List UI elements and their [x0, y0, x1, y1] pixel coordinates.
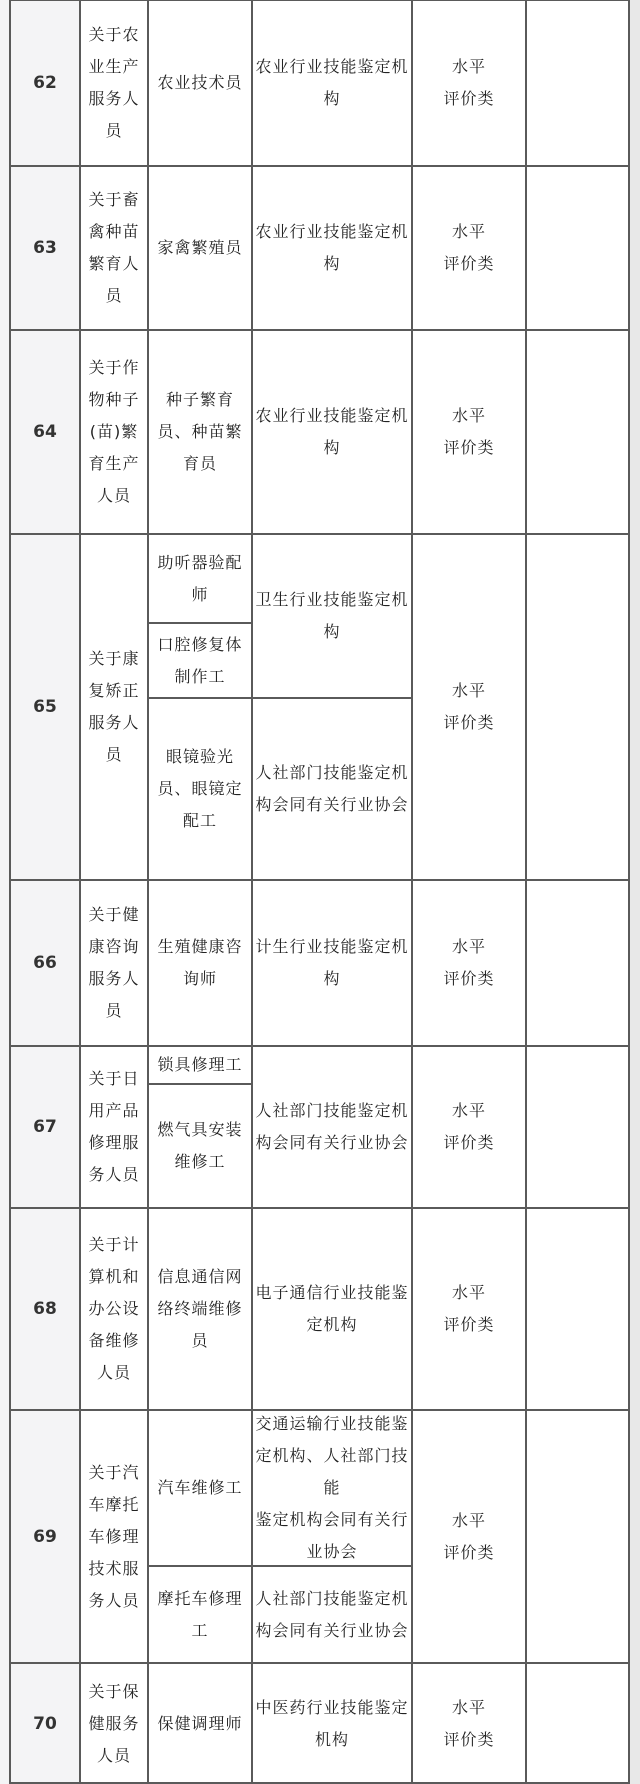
evaluation-type-cell: 水平 评价类: [443, 681, 495, 732]
agency-cell: 农业行业技能鉴定机 构: [255, 406, 409, 457]
category-cell: 关于康 复矫正 服务人 员: [88, 649, 140, 764]
remarks-cell: [526, 330, 629, 534]
category-cell: 关于畜 禽种苗 繁育人 员: [88, 190, 140, 305]
category-cell: 关于农 业生产 服务人 员: [88, 25, 140, 140]
occupation-cell: 保健调理师: [157, 1713, 243, 1733]
occupation-cell: 种子繁育 员、种苗繁 育员: [157, 390, 243, 473]
evaluation-type-cell: 水平 评价类: [443, 1697, 495, 1749]
row-number: 67: [33, 1117, 57, 1137]
remarks-cell: [526, 1046, 629, 1208]
agency-cell: 农业行业技能鉴定机 构: [255, 57, 409, 108]
occupation-cell: 农业技术员: [157, 73, 243, 92]
occupation-cell: 家禽繁殖员: [157, 238, 243, 257]
category-cell: 关于汽 车摩托 车修理 技术服 务人员: [88, 1462, 140, 1610]
agency-cell: 人社部门技能鉴定机 构会同有关行业协会: [255, 1101, 409, 1152]
row-number: 66: [33, 953, 57, 973]
agency-cell: 电子通信行业技能鉴 定机构: [255, 1283, 409, 1334]
agency-cell: 计生行业技能鉴定机 构: [255, 937, 409, 988]
agency-cell: 中医药行业技能鉴定 机构: [255, 1697, 409, 1749]
row-number: 65: [33, 697, 57, 717]
evaluation-type-cell: 水平 评价类: [443, 1101, 495, 1152]
category-cell: 关于作 物种子 (苗)繁 育生产 人员: [88, 358, 140, 505]
remarks-cell: [526, 1663, 629, 1784]
row-number: 68: [33, 1299, 57, 1319]
remarks-cell: [526, 880, 629, 1046]
category-cell: 关于健 康咨询 服务人 员: [88, 905, 140, 1020]
category-cell: 关于日 用产品 修理服 务人员: [88, 1069, 140, 1184]
evaluation-type-cell: 水平 评价类: [443, 1510, 495, 1562]
occupation-cell: 眼镜验光 员、眼镜定 配工: [157, 747, 243, 830]
row-number: 69: [33, 1526, 57, 1547]
occupation-cell: 助听器验配 师: [157, 552, 243, 604]
agency-cell: 农业行业技能鉴定机 构: [255, 222, 409, 273]
occupation-cell: 燃气具安装 维修工: [157, 1120, 243, 1171]
occupation-cell: 汽车维修工: [157, 1478, 243, 1497]
agency-cell: 交通运输行业技能鉴 定机构、人社部门技能 鉴定机构会同有关行 业协会: [255, 1414, 409, 1561]
evaluation-type-cell: 水平 评价类: [443, 1283, 495, 1334]
remarks-cell: [526, 166, 629, 330]
remarks-cell: [526, 1208, 629, 1410]
row-number: 63: [33, 238, 57, 258]
row-number: 62: [33, 73, 57, 93]
row-number: 64: [33, 422, 57, 442]
occupation-cell: 生殖健康咨 询师: [157, 937, 243, 988]
category-cell: 关于计 算机和 办公设 备维修 人员: [88, 1235, 140, 1382]
agency-cell: 卫生行业技能鉴定机 构: [255, 590, 409, 641]
agency-cell: 人社部门技能鉴定机 构会同有关行业协会: [255, 763, 409, 814]
occupation-cell: 口腔修复体 制作工: [157, 634, 243, 686]
evaluation-type-cell: 水平 评价类: [443, 937, 495, 988]
occupation-cell: 信息通信网 络终端维修 员: [157, 1267, 243, 1350]
occupation-cell: 摩托车修理 工: [157, 1588, 243, 1640]
right-scroll-gutter: [629, 0, 640, 1784]
remarks-cell: [526, 0, 629, 166]
evaluation-type-cell: 水平 评价类: [443, 57, 495, 108]
occupation-cell: 锁具修理工: [157, 1055, 243, 1074]
remarks-cell: [526, 534, 629, 880]
evaluation-type-cell: 水平 评价类: [443, 222, 495, 273]
remarks-cell: [526, 1410, 629, 1663]
category-cell: 关于保 健服务 人员: [88, 1681, 140, 1765]
evaluation-type-cell: 水平 评价类: [443, 406, 495, 457]
row-number: 70: [33, 1713, 57, 1734]
agency-cell: 人社部门技能鉴定机 构会同有关行业协会: [255, 1588, 409, 1640]
